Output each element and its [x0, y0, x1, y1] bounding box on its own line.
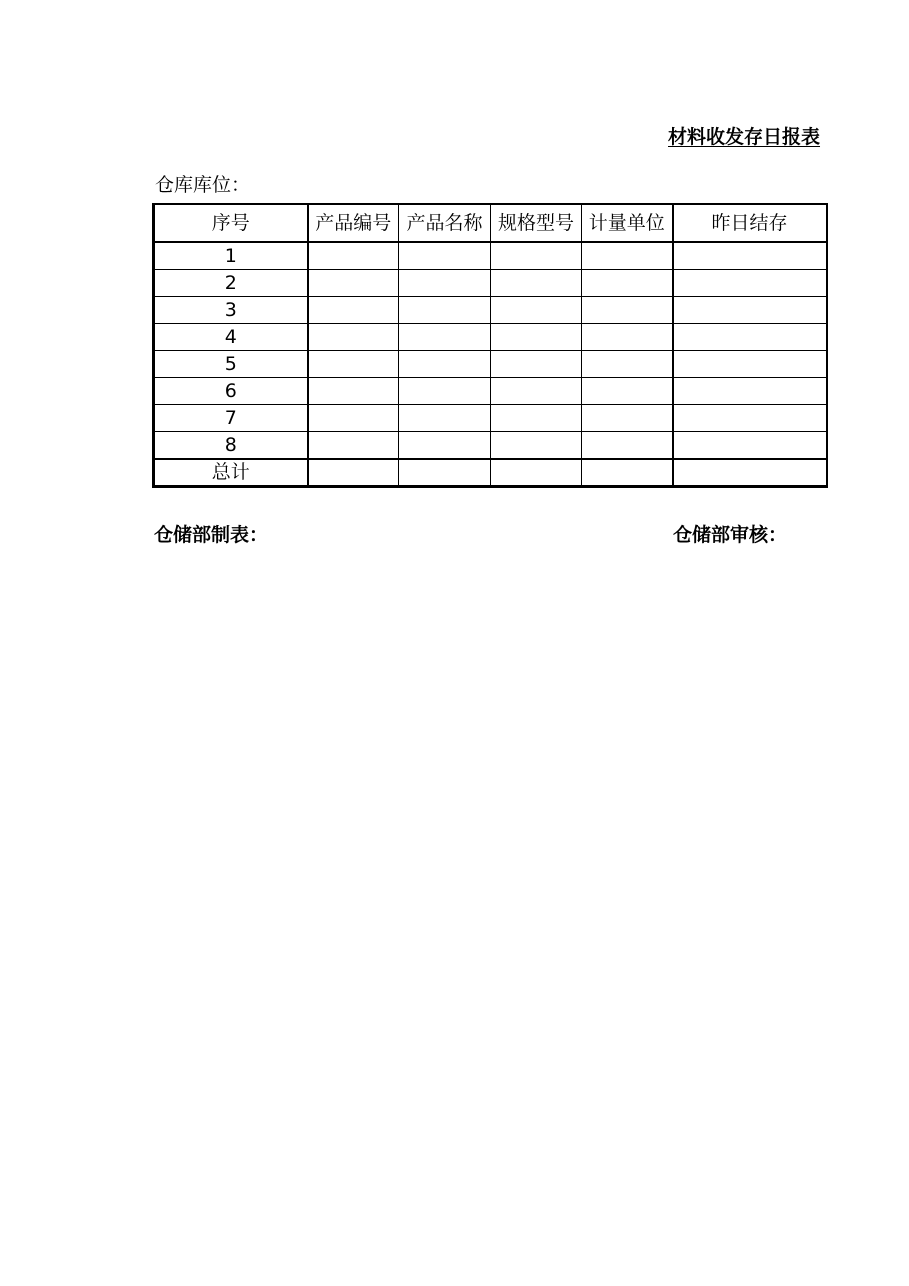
table-total-row: [154, 459, 827, 487]
report-title: 材料收发存日报表: [668, 126, 821, 148]
cell-unit[interactable]: [582, 405, 673, 432]
cell-previous-balance[interactable]: [673, 297, 827, 324]
report-title-area: [600, 120, 826, 150]
warehouse-location-label: 仓库库位：: [155, 174, 251, 196]
cell-unit[interactable]: [582, 242, 673, 270]
cell-serial-no[interactable]: 5: [154, 351, 308, 378]
cell-specification[interactable]: [491, 378, 582, 405]
cell-specification[interactable]: [491, 405, 582, 432]
header-serial-no: 序号: [154, 204, 308, 242]
prepared-by-label: 仓储部制表：: [154, 524, 269, 546]
table-row: [154, 378, 827, 405]
cell-specification[interactable]: [491, 297, 582, 324]
cell-product-name[interactable]: [399, 351, 491, 378]
inventory-table: [152, 203, 828, 488]
total-previous-balance[interactable]: [673, 459, 827, 487]
header-specification: 规格型号: [491, 204, 582, 242]
cell-product-name[interactable]: [399, 405, 491, 432]
cell-product-code[interactable]: [308, 405, 399, 432]
header-product-name: 产品名称: [399, 204, 491, 242]
cell-serial-no[interactable]: 7: [154, 405, 308, 432]
cell-serial-no[interactable]: 2: [154, 270, 308, 297]
total-specification[interactable]: [491, 459, 582, 487]
cell-unit[interactable]: [582, 378, 673, 405]
cell-unit[interactable]: [582, 270, 673, 297]
cell-specification[interactable]: [491, 432, 582, 460]
cell-product-name[interactable]: [399, 432, 491, 460]
cell-previous-balance[interactable]: [673, 378, 827, 405]
table-row: [154, 351, 827, 378]
cell-previous-balance[interactable]: [673, 351, 827, 378]
cell-product-name[interactable]: [399, 324, 491, 351]
cell-specification[interactable]: [491, 351, 582, 378]
total-unit[interactable]: [582, 459, 673, 487]
table-row: [154, 270, 827, 297]
table-row: [154, 432, 827, 460]
table-row: [154, 324, 827, 351]
cell-previous-balance[interactable]: [673, 270, 827, 297]
table-header-row: [154, 204, 827, 242]
cell-unit[interactable]: [582, 351, 673, 378]
cell-specification[interactable]: [491, 270, 582, 297]
cell-previous-balance[interactable]: [673, 242, 827, 270]
cell-product-code[interactable]: [308, 378, 399, 405]
cell-product-name[interactable]: [399, 297, 491, 324]
reviewed-by-label: 仓储部审核：: [673, 524, 788, 546]
cell-product-code[interactable]: [308, 242, 399, 270]
cell-product-name[interactable]: [399, 378, 491, 405]
total-label: 总计: [154, 459, 308, 487]
header-product-code: 产品编号: [308, 204, 399, 242]
cell-product-code[interactable]: [308, 270, 399, 297]
cell-serial-no[interactable]: 6: [154, 378, 308, 405]
cell-serial-no[interactable]: 4: [154, 324, 308, 351]
cell-previous-balance[interactable]: [673, 405, 827, 432]
table-row: [154, 297, 827, 324]
cell-unit[interactable]: [582, 432, 673, 460]
cell-serial-no[interactable]: 8: [154, 432, 308, 460]
cell-product-name[interactable]: [399, 270, 491, 297]
cell-product-code[interactable]: [308, 297, 399, 324]
header-previous-balance: 昨日结存: [673, 204, 827, 242]
cell-unit[interactable]: [582, 297, 673, 324]
cell-previous-balance[interactable]: [673, 324, 827, 351]
header-unit: 计量单位: [582, 204, 673, 242]
cell-product-code[interactable]: [308, 351, 399, 378]
cell-previous-balance[interactable]: [673, 432, 827, 460]
cell-unit[interactable]: [582, 324, 673, 351]
cell-product-name[interactable]: [399, 242, 491, 270]
total-product-code[interactable]: [308, 459, 399, 487]
cell-serial-no[interactable]: 1: [154, 242, 308, 270]
total-product-name[interactable]: [399, 459, 491, 487]
cell-product-code[interactable]: [308, 324, 399, 351]
cell-specification[interactable]: [491, 324, 582, 351]
cell-specification[interactable]: [491, 242, 582, 270]
table-row: [154, 405, 827, 432]
cell-serial-no[interactable]: 3: [154, 297, 308, 324]
table-row: [154, 242, 827, 270]
cell-product-code[interactable]: [308, 432, 399, 460]
